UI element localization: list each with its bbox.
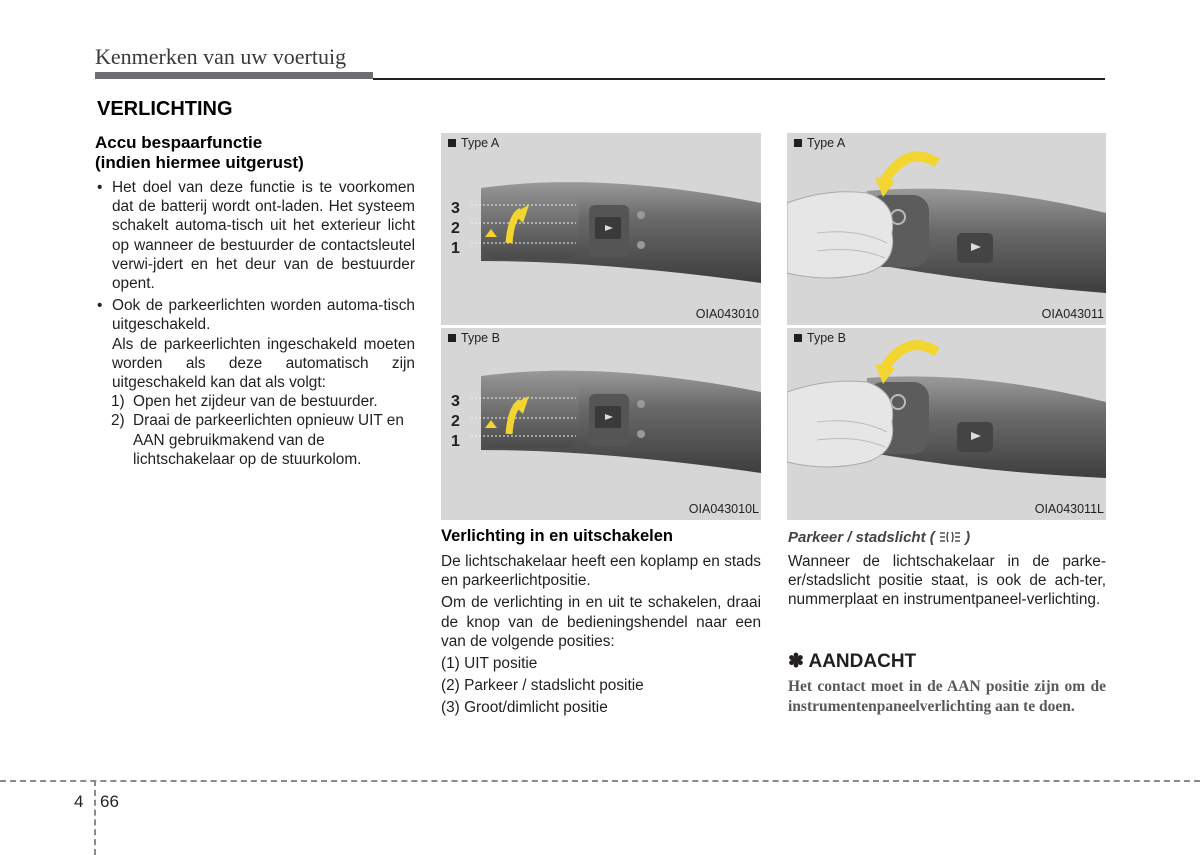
parking-title-prefix: Parkeer / stadslicht (: [788, 529, 935, 546]
page-number: 66: [100, 792, 119, 811]
position-label-3: 3: [451, 200, 460, 217]
figure-type-a-lever: [441, 133, 761, 325]
figure-tag: [448, 331, 500, 345]
figure-code: OIA043011L: [1034, 502, 1104, 516]
accu-bullet-1: • Het doel van deze functie is te voorkomen dat de batterij wordt ont-laden. Het systeem schakelt automa-tisch uit het exterieur licht op wanneer de bestuurder de contactsleutel verwi-jdert en het deur van de bestuurder opent.: [95, 178, 415, 293]
parking-light-text: Wanneer de lichtschakelaar in de parke-er/stadslicht positie staat, is ook de ach-ter, nummerplaat en instrumentpaneel-verlichting.: [788, 553, 1106, 609]
running-header: Kenmerken van uw voertuig: [95, 44, 347, 69]
figure-tag-text: Type A: [807, 136, 846, 150]
accu-step-1: [95, 392, 415, 411]
footer-divider: [94, 780, 96, 855]
figure-code: OIA043011: [1041, 307, 1104, 321]
accu-bullet-2: • Ook de parkeerlichten worden automa-tisch uitgeschakeld.: [95, 296, 415, 334]
accu-title-line1: Accu bespaarfunctie: [95, 133, 263, 152]
lighting-paragraph-2: Om de verlichting in en uit te schakelen, draai de knop van de bedieningshendel naar een van de volgende posities:: [441, 594, 761, 650]
caution-text: Het contact moet in de AAN positie zijn om de instrumentenpaneelverlichting aan te doen.: [788, 678, 1106, 715]
hand-turning-switch-illustration: [787, 133, 1106, 325]
step-number: 2): [111, 412, 125, 430]
figure-type-b-hand: [787, 328, 1106, 520]
parking-title-suffix: ): [965, 529, 971, 546]
figure-tag: [794, 331, 846, 345]
figure-tag-text: Type B: [461, 331, 500, 345]
step-text: Open het zijdeur van de bestuurder.: [133, 393, 378, 411]
section-title: VERLICHTING: [97, 98, 233, 120]
rotate-arrow-icon: [883, 156, 937, 183]
figure-tag: [448, 136, 499, 150]
figure-type-a-hand: [787, 133, 1106, 325]
figure-tag: [794, 136, 845, 150]
accu-title-line2: (indien hiermee uitgerust): [95, 153, 304, 172]
position-item: (3) Groot/dimlicht positie: [441, 699, 608, 717]
caution-title: ✽ AANDACHT: [788, 651, 917, 672]
accu-body: [95, 178, 415, 469]
hand-turning-switch-illustration: [787, 328, 1106, 520]
position-label-2: 2: [451, 413, 460, 430]
position-label-1: 1: [451, 240, 460, 257]
position-item: (1) UIT positie: [441, 655, 538, 673]
accu-step-2: [95, 411, 415, 469]
figure-code: OIA043010: [695, 307, 759, 321]
rotate-arrow-icon: [883, 345, 937, 370]
step-number: 1): [111, 393, 125, 411]
header-rule-thick: [95, 72, 373, 79]
lighting-paragraph-1: De lichtschakelaar heeft een koplamp en stads en parkeerlichtpositie.: [441, 553, 761, 590]
figure-tag-text: Type B: [807, 331, 846, 345]
step-text: Draai de parkeerlichten opnieuw UIT en AAN gebruikmakend van de lichtschakelaar op de stuurkolom.: [133, 412, 404, 468]
parking-light-icon: [939, 530, 961, 544]
position-label-3: 3: [451, 393, 460, 410]
figure-type-b-lever: [441, 328, 761, 520]
figure-code: OIA043010L: [688, 502, 759, 516]
lighting-body: [441, 552, 761, 721]
position-label-2: 2: [451, 220, 460, 237]
header-rule-thin: [373, 78, 1105, 80]
chapter-number: 4: [74, 792, 84, 811]
footer-rule: [0, 780, 1200, 782]
accu-title: [95, 133, 415, 173]
lighting-title: Verlichting in en uitschakelen: [441, 527, 673, 545]
parking-light-title: [788, 529, 970, 546]
accu-paragraph: Als de parkeerlichten ingeschakeld moeten worden als deze automatisch zijn uitgeschakeld kan dat als volgt:: [112, 335, 415, 392]
figure-tag-text: Type A: [461, 136, 500, 150]
stalk-illustration: [441, 328, 761, 520]
position-label-1: 1: [451, 433, 460, 450]
stalk-illustration: [441, 133, 761, 325]
position-item: (2) Parkeer / stadslicht positie: [441, 677, 644, 695]
